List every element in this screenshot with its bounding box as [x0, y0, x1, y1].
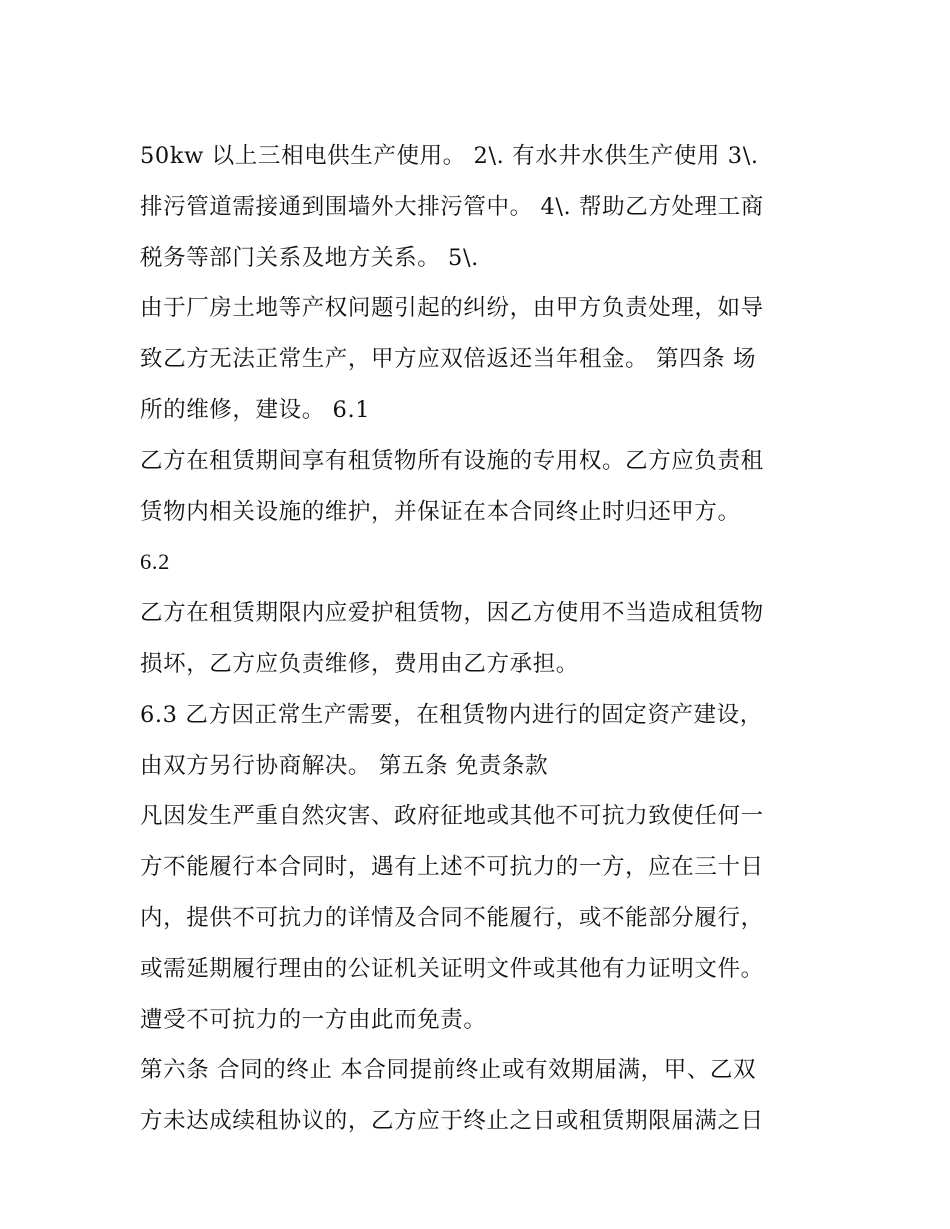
text-line: 损坏，乙方应负责维修，费用由乙方承担。: [140, 650, 579, 677]
text-line: 乙方在租赁期限内应爱护租赁物，因乙方使用不当造成租赁物: [140, 600, 764, 627]
section-number: 6.2: [140, 549, 170, 575]
text-line: 遭受不可抗力的一方由此而免责。: [140, 1006, 487, 1033]
text-line: 6.3 乙方因正常生产需要，在租赁物内进行的固定资产建设，: [140, 701, 763, 728]
text-line: 致乙方无法正常生产，甲方应双倍返还当年租金。 第四条 场: [140, 346, 757, 373]
text-line: 由双方另行协商解决。 第五条 免责条款: [140, 752, 549, 779]
text-line: 方未达成续租协议的，乙方应于终止之日或租赁期限届满之日: [140, 1108, 764, 1135]
text-line: 或需延期履行理由的公证机关证明文件或其他有力证明文件。: [140, 955, 764, 982]
text-line: 乙方在租赁期间享有租赁物所有设施的专用权。乙方应负责租: [140, 447, 764, 474]
text-line: 方不能履行本合同时，遇有上述不可抗力的一方，应在三十日: [140, 854, 764, 881]
text-line: 排污管道需接通到围墙外大排污管中。 4\. 帮助乙方处理工商: [140, 193, 764, 220]
text-line: 所的维修，建设。 6.1: [140, 396, 371, 423]
document-body: [140, 131, 830, 1147]
text-line: 内，提供不可抗力的详情及合同不能履行，或不能部分履行，: [140, 904, 764, 931]
text-line: 第六条 合同的终止 本合同提前终止或有效期届满，甲、乙双: [140, 1057, 757, 1084]
text-line: 税务等部门关系及地方关系。 5\.: [140, 244, 479, 271]
text-line: 赁物内相关设施的维护，并保证在本合同终止时归还甲方。: [140, 498, 741, 525]
text-line: 50kw 以上三相电供生产使用。 2\. 有水井水供生产使用 3\.: [140, 143, 759, 169]
text-line: 凡因发生严重自然灾害、政府征地或其他不可抗力致使任何一: [140, 803, 764, 830]
text-line: 由于厂房土地等产权问题引起的纠纷，由甲方负责处理，如导: [140, 295, 764, 322]
